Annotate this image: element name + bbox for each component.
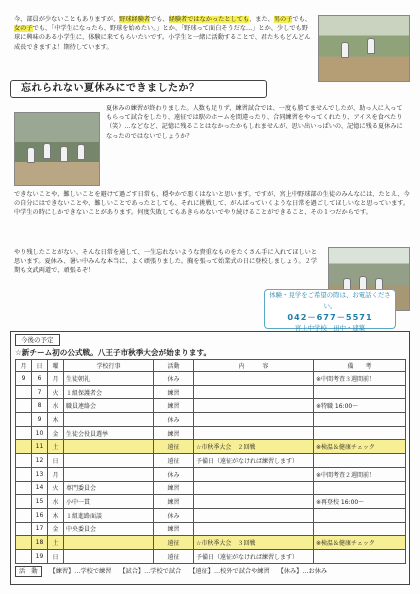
row-dow: 日 — [48, 549, 64, 563]
intro-text-5: でも、「中学生になったら、野球を始めたい。」とか、「野球って面白そうだな…」とか、少しでも野球に興味のある小学生に、体験に来てもらいたいです。小学生と一緒に活動することで、君たちもどんどん成長できますよ！期待しています。 — [14, 25, 311, 51]
row-event: 職員連絡会 — [64, 399, 154, 413]
activity-legend — [15, 565, 403, 579]
row-event — [64, 440, 154, 454]
row-month — [16, 549, 32, 563]
player-figure — [367, 38, 375, 54]
row-note — [314, 454, 406, 468]
contact-label: 体験・見学をご希望の際は、お電話ください。 — [269, 291, 391, 310]
player-figure — [27, 147, 35, 163]
section-heading — [10, 80, 267, 98]
schedule-headline: ☆新チーム初の公式戦。八王子市秋季大会が始まります。 — [15, 348, 212, 357]
row-dow: 金 — [48, 426, 64, 440]
row-activity: 練習 — [154, 522, 194, 536]
legend-item: 【練習】…学校で練習 — [49, 568, 112, 575]
schedule-row — [16, 495, 406, 509]
legend-label: 活 動 — [15, 566, 42, 577]
row-day: 6 — [32, 372, 48, 386]
row-content — [194, 481, 314, 495]
row-month — [16, 522, 32, 536]
row-month — [16, 385, 32, 399]
col-header-day: 日 — [32, 360, 48, 372]
contact-phone: 042－677－5571 — [287, 312, 373, 322]
legend-item: 【遠征】…校外で試合や練習 — [189, 568, 270, 575]
intro-text-2: でも、 — [150, 16, 169, 23]
row-content — [194, 413, 314, 427]
row-event: 専門委員会 — [64, 481, 154, 495]
row-day: 19 — [32, 549, 48, 563]
row-day: 9 — [32, 413, 48, 427]
schedule-row — [16, 413, 406, 427]
schedule-row — [16, 399, 406, 413]
heading-text: 忘れられない夏休みにできましたか？ — [21, 83, 200, 94]
col-header-activity: 活動 — [154, 360, 194, 372]
schedule-row — [16, 372, 406, 386]
photo-batting-practice — [318, 15, 410, 82]
row-month — [16, 467, 32, 481]
highlight-experienced: 野球経験者 — [119, 16, 151, 23]
player-figure — [43, 143, 51, 159]
schedule-row — [16, 549, 406, 563]
schedule-row — [16, 454, 406, 468]
intro-text-1: 今、部員が少ないこともありますが、 — [14, 16, 120, 23]
row-day: 15 — [32, 495, 48, 509]
row-content — [194, 385, 314, 399]
row-day: 8 — [32, 399, 48, 413]
row-content — [194, 522, 314, 536]
row-dow: 土 — [48, 440, 64, 454]
legend-item: 【試合】…学校で試合 — [119, 568, 182, 575]
col-header-note: 備 考 — [314, 360, 406, 372]
player-figure — [341, 42, 349, 58]
row-event: 生徒会役員選挙 — [64, 426, 154, 440]
row-dow: 火 — [48, 481, 64, 495]
row-note: ※検温＆健康チェック — [314, 536, 406, 550]
row-activity: 休み — [154, 508, 194, 522]
row-activity: 休み — [154, 413, 194, 427]
row-content: 予備日（遠征がなければ練習します） — [194, 549, 314, 563]
row-event: １組保護者会 — [64, 385, 154, 399]
schedule-row — [16, 536, 406, 550]
player-figure — [77, 144, 85, 160]
schedule-row — [16, 385, 406, 399]
row-dow: 日 — [48, 454, 64, 468]
row-event — [64, 467, 154, 481]
intro-text-3: 、また、 — [249, 16, 274, 23]
row-dow: 月 — [48, 467, 64, 481]
contact-box — [264, 289, 396, 332]
schedule-row — [16, 440, 406, 454]
row-month — [16, 481, 32, 495]
row-dow: 土 — [48, 536, 64, 550]
row-dow: 火 — [48, 385, 64, 399]
row-note — [314, 385, 406, 399]
row-event: １組進路面談 — [64, 508, 154, 522]
summer-paragraph: 夏休みの練習が終わりました。人数も足りず、練習試合では、一度も勝てませんでしたが、助っ人に入ってもらって試合をしたり、遠征では駅のホームを間違ったり、合同練習をやってくれたり、アイスを食べたり（笑）…などなど、記憶に残ることはなかったかもしれませんが、思い出いっぱいの、記憶に残る夏休みになったのではないでしょうか？ — [106, 105, 403, 140]
row-day: 14 — [32, 481, 48, 495]
row-activity: 遠征 — [154, 536, 194, 550]
row-event: 小中一貫 — [64, 495, 154, 509]
row-note — [314, 508, 406, 522]
row-activity: 休み — [154, 467, 194, 481]
row-month: 9 — [16, 372, 32, 386]
row-content: ☆市秋季大会 ２回戦 — [194, 440, 314, 454]
challenge-paragraph: できないことや、難しいことを避けて過ごす日常も、穏やかで悪くはないと思います。ですが、宮上中野球部の生徒のみんなには、たとえ、今の自分にはできないことや、難しいことであったとしても、それに挑戦して、がんばっていくような日常を過ごしてほしいなと思っています。中学生の時にしかできないことがあります。何度失敗してもあきらめないでやり続けることができること、その１つだからです。 — [14, 191, 410, 217]
row-note — [314, 522, 406, 536]
highlight-boys: 男の子 — [273, 16, 293, 23]
row-content: 予備日（遠征がなければ練習します） — [194, 454, 314, 468]
row-activity: 練習 — [154, 495, 194, 509]
row-event — [64, 549, 154, 563]
closing-paragraph: やり残したことがない、そんな日常を通して、一生忘れないような貴重なものをたくさん手に入れてほしいと思います。夏休み、暑い中みんな本当に、よく頑張りました。胸を張って始業式の日に登校しましょう。２学期も文武両道で、頑張るぞ！ — [14, 249, 318, 275]
row-content — [194, 467, 314, 481]
row-month — [16, 508, 32, 522]
row-activity: 遠征 — [154, 549, 194, 563]
photo-team-group — [14, 112, 100, 186]
row-month — [16, 495, 32, 509]
contact-school: 宮上中学校 田中・建築 — [294, 324, 366, 332]
row-activity: 遠征 — [154, 454, 194, 468]
row-note — [314, 549, 406, 563]
schedule-section — [10, 331, 410, 585]
row-event: 中央委員会 — [64, 522, 154, 536]
row-dow: 木 — [48, 413, 64, 427]
schedule-header-row — [16, 360, 406, 372]
row-activity: 遠征 — [154, 440, 194, 454]
row-content — [194, 495, 314, 509]
row-month — [16, 399, 32, 413]
row-month — [16, 440, 32, 454]
row-day: 13 — [32, 467, 48, 481]
row-activity: 練習 — [154, 399, 194, 413]
row-dow: 水 — [48, 495, 64, 509]
schedule-title: 今後の予定 — [15, 334, 60, 346]
row-event — [64, 454, 154, 468]
row-event: 生徒朝礼 — [64, 372, 154, 386]
schedule-row — [16, 426, 406, 440]
row-activity: 練習 — [154, 385, 194, 399]
row-dow: 月 — [48, 372, 64, 386]
row-day: 7 — [32, 385, 48, 399]
row-note — [314, 413, 406, 427]
row-content — [194, 399, 314, 413]
row-day: 16 — [32, 508, 48, 522]
row-dow: 木 — [48, 508, 64, 522]
row-event — [64, 413, 154, 427]
intro-paragraph — [14, 15, 314, 52]
row-month — [16, 454, 32, 468]
row-month — [16, 536, 32, 550]
row-note: ※中間考査３週間前！ — [314, 372, 406, 386]
row-month — [16, 426, 32, 440]
schedule-row — [16, 508, 406, 522]
col-header-month: 月 — [16, 360, 32, 372]
row-day: 10 — [32, 426, 48, 440]
row-activity: 練習 — [154, 426, 194, 440]
row-note: ※特職 16:00～ — [314, 399, 406, 413]
highlight-girls: 女の子 — [14, 25, 33, 33]
schedule-row — [16, 481, 406, 495]
row-content — [194, 372, 314, 386]
row-content: ☆市秋季大会 ３回戦 — [194, 536, 314, 550]
row-day: 12 — [32, 454, 48, 468]
intro-text-4: でも、 — [292, 16, 311, 23]
schedule-row — [16, 522, 406, 536]
row-day: 17 — [32, 522, 48, 536]
col-header-content: 内 容 — [194, 360, 314, 372]
col-header-dow: 曜 — [48, 360, 64, 372]
row-note: ※検温＆健康チェック — [314, 440, 406, 454]
row-activity: 練習 — [154, 481, 194, 495]
schedule-table — [15, 359, 406, 564]
schedule-row — [16, 467, 406, 481]
row-day: 18 — [32, 536, 48, 550]
highlight-inexperienced: 経験者ではなかったとしても — [168, 16, 250, 23]
col-header-event: 学校行事 — [64, 360, 154, 372]
row-dow: 金 — [48, 522, 64, 536]
row-activity: 休み — [154, 372, 194, 386]
row-month — [16, 413, 32, 427]
legend-item: 【休み】…お休み — [277, 568, 328, 575]
row-dow: 水 — [48, 399, 64, 413]
row-note: ※中間考査２週間前！ — [314, 467, 406, 481]
row-content — [194, 508, 314, 522]
row-note — [314, 481, 406, 495]
row-note: ※再登校 16:00～ — [314, 495, 406, 509]
row-content — [194, 426, 314, 440]
row-day: 11 — [32, 440, 48, 454]
row-event — [64, 536, 154, 550]
row-note — [314, 426, 406, 440]
player-figure — [60, 146, 68, 162]
